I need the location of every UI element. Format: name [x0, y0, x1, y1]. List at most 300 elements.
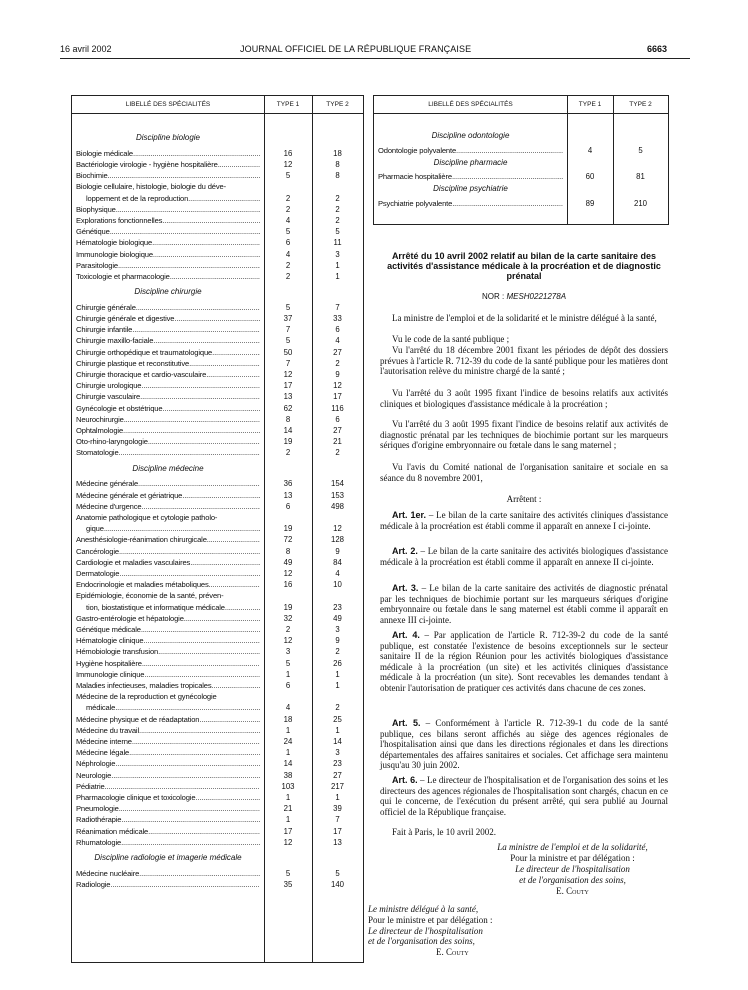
- specialty-label: [76, 613, 260, 624]
- article-heading: Art. 6.: [392, 775, 418, 785]
- type1-value: 103: [281, 781, 295, 791]
- type2-value: 9: [335, 546, 340, 556]
- article-text: – Le directeur de l'hospitalisation et de l'organisation des soins et les directeurs des agences régionales de l'hospitalisation sont chargés, chacun en ce qui le concerne, de l'exécution du présent arrêté, qui sera publié au Journal officiel de la République française.: [380, 775, 668, 817]
- article-paragraph: [380, 546, 668, 567]
- table-row: [72, 249, 363, 260]
- article-text: – Par application de l'article R. 712-39-2 du code de la santé publique, est constatée l'existence de besoins exceptionnels sur le secteur sanitaire II de la région Réunion pour les activités biologiques d'assistance médicale à la procréation (un site) et les activités cliniques d'assistance médicale à la procréation (un site). Sont recevables les demandes tendant à obtenir l'autorisation de pratiquer ces activités dans chacune de ces zones.: [380, 630, 668, 693]
- specialty-label: [378, 198, 563, 209]
- specialty-label: [76, 781, 260, 792]
- specialty-label: [76, 879, 260, 890]
- header-rule: [60, 58, 690, 59]
- specialty-label: [76, 680, 260, 691]
- type2-value: 25: [333, 714, 342, 724]
- signature-line: et de l'organisation des soins,: [368, 936, 475, 947]
- specialty-label: [76, 546, 260, 557]
- table-row: [72, 736, 363, 747]
- header-journal-title: JOURNAL OFFICIEL DE LA RÉPUBLIQUE FRANÇAISE: [240, 44, 472, 54]
- specialty-label-text: Neurologie: [76, 770, 112, 780]
- type2-value: 4: [335, 336, 340, 346]
- specialty-label: [86, 523, 260, 534]
- table-row: [72, 879, 363, 890]
- specialty-label: [76, 646, 260, 657]
- specialty-label: [76, 335, 260, 346]
- specialty-label-text: Néphrologie: [76, 759, 116, 769]
- specialty-label-text: Ophtalmologie: [76, 426, 124, 435]
- type1-value: 1: [285, 669, 291, 679]
- type1-value: 7: [285, 358, 291, 368]
- signatory-name: E. Couty: [436, 947, 469, 958]
- specialty-label-text: Génétique médicale: [76, 624, 141, 634]
- signature-line: Le directeur de l'hospitalisation: [515, 864, 630, 874]
- type1-value: 12: [283, 159, 293, 169]
- type2-value: 12: [333, 524, 342, 534]
- specialty-label-text: Chirurgie infantile: [76, 325, 133, 335]
- signature-line: Pour le ministre et par délégation :: [368, 914, 493, 925]
- type2-value: 3: [335, 748, 340, 758]
- type2-value: 11: [333, 238, 342, 248]
- specialty-label: [76, 568, 260, 579]
- arrete-title-block: [380, 251, 668, 281]
- specialty-label: [76, 635, 260, 646]
- type1-value: 72: [283, 535, 293, 545]
- type1-value: 12: [283, 568, 293, 578]
- type2-value: 116: [331, 403, 344, 413]
- column-header-type2: TYPE 2: [629, 101, 652, 108]
- specialty-label-text: Explorations fonctionnelles: [76, 215, 163, 225]
- type2-value: 154: [330, 479, 344, 489]
- type1-value: 5: [285, 658, 291, 668]
- specialty-label: [76, 170, 260, 181]
- specialty-label-text: Médecine interne: [76, 736, 132, 746]
- table-row: [72, 826, 363, 837]
- signature-line: Pour la ministre et par délégation :: [510, 853, 635, 863]
- table-row: [72, 204, 363, 215]
- specialty-label: [76, 391, 260, 402]
- table-row: [72, 380, 363, 391]
- specialty-label: [76, 714, 260, 725]
- discipline-heading: Discipline chirurgie: [134, 287, 202, 297]
- specialty-label: [76, 868, 260, 879]
- type1-value: 1: [285, 792, 291, 802]
- specialty-label: [76, 736, 260, 747]
- type1-value: 4: [587, 145, 593, 155]
- article-heading: Art. 1er.: [392, 510, 427, 520]
- type1-value: 24: [283, 736, 293, 746]
- specialty-label-text: Chirurgie vasculaire: [76, 392, 141, 402]
- type1-value: 4: [285, 703, 291, 713]
- type2-value: 4: [335, 568, 340, 578]
- specialty-label-text: tion, biostatistique et informatique médicale: [86, 602, 225, 612]
- table-row: [72, 369, 363, 380]
- nor-value: MESH0221278A: [506, 292, 567, 301]
- type1-value: 38: [283, 770, 293, 780]
- specialty-label: [76, 302, 260, 313]
- specialty-label: [76, 436, 260, 447]
- type2-value: 2: [335, 647, 340, 657]
- specialty-label: [76, 814, 260, 825]
- specialty-label-text: Dermatologie: [76, 568, 120, 578]
- type2-value: 81: [636, 172, 645, 182]
- table-row: [72, 691, 363, 702]
- signature-line: et de l'organisation des soins,: [519, 875, 626, 885]
- type2-value: 39: [333, 804, 342, 814]
- table-row: [72, 403, 363, 414]
- type2-value: 49: [333, 613, 342, 623]
- type1-value: 4: [285, 215, 291, 225]
- table-row: [72, 512, 363, 523]
- table-row: [72, 747, 363, 758]
- specialty-label-text: Hématologie biologique: [76, 238, 153, 248]
- signature-block-delegate: [368, 904, 492, 958]
- specialty-label-text: Médecine de la reproduction et gynécologie: [76, 692, 217, 702]
- specialty-label-text: Maladies infectieuses, maladies tropicales: [76, 680, 212, 690]
- specialty-label: [76, 758, 260, 769]
- type2-value: 5: [335, 227, 340, 237]
- type1-value: 16: [283, 148, 293, 158]
- type2-value: 2: [335, 215, 340, 225]
- table-row: [72, 193, 363, 204]
- type2-value: 2: [335, 204, 340, 214]
- specialty-label-text: Radiologie: [76, 879, 111, 889]
- type2-value: 84: [333, 557, 342, 567]
- table-row: [72, 758, 363, 769]
- article-text: – Conformément à l'article R. 712-39-1 du code de la santé publique, ces bilans seront affichés au siège des agences régionales de l'hospitalisation ainsi que dans les directions régionales et dans les directions départementales des affaires sanitaires et sociales. Cet affichage sera maintenu jusqu'au 30 juin 2002.: [380, 718, 668, 771]
- type1-value: 2: [285, 260, 291, 270]
- table-row: [72, 271, 363, 282]
- table-row: [72, 181, 363, 192]
- type2-value: 18: [333, 148, 342, 158]
- specialty-label-text: Anatomie pathologique et cytologie patholo-: [76, 512, 218, 522]
- article-paragraph: [380, 775, 668, 817]
- type1-value: 21: [283, 804, 293, 814]
- type1-value: 2: [285, 193, 291, 203]
- type2-value: 5: [335, 868, 340, 878]
- type1-value: 12: [283, 370, 293, 379]
- specialty-label-text: Chirurgie orthopédique et traumatologique: [76, 347, 213, 357]
- specialty-label-text: Chirurgie générale: [76, 302, 136, 312]
- specialty-label: [76, 557, 260, 568]
- article-text: – Le bilan de la carte sanitaire des activités biologiques d'assistance médicale à la procréation est établi comme il apparaît en annexe II ci-jointe.: [380, 546, 668, 567]
- discipline-heading-row: [72, 463, 363, 474]
- article-paragraph: [380, 630, 668, 694]
- table-row: [72, 557, 363, 568]
- table-row: [72, 702, 363, 713]
- type1-value: 1: [285, 725, 291, 735]
- type2-value: 17: [333, 392, 342, 402]
- type2-value: 13: [333, 837, 342, 847]
- table-row: [72, 335, 363, 346]
- intro-paragraph: Vu l'arrêté du 3 août 1995 fixant l'indice de besoins relatif aux activités de diagnostic prénatal par les techniques de biochimie portant sur les marqueurs sériques d'origine embryonnaire ou fœtale dans le sang maternel ;: [380, 419, 668, 451]
- type1-value: 5: [285, 302, 291, 312]
- specialty-label-text: Pharmacologie clinique et toxicologie: [76, 792, 196, 802]
- specialty-label: [86, 702, 260, 713]
- type2-value: 12: [333, 381, 342, 391]
- signature-line: La ministre de l'emploi et de la solidarité,: [497, 842, 648, 852]
- type1-value: 32: [283, 613, 293, 623]
- specialty-label: [378, 145, 563, 156]
- type1-value: 2: [285, 448, 291, 458]
- type2-value: 1: [335, 260, 340, 270]
- column-header-type2: TYPE 2: [326, 101, 349, 108]
- table-row: [72, 624, 363, 635]
- specialty-label: [76, 226, 260, 237]
- type2-value: 17: [333, 826, 342, 836]
- discipline-heading-row: [374, 130, 668, 141]
- specialty-label: [76, 204, 260, 215]
- intro-paragraph: Vu l'arrêté du 18 décembre 2001 fixant les périodes de dépôt des dossiers prévues à l'article R. 712-39 du code de la santé publique pour les matières dont l'autorisation relève du ministre chargé de la santé ;: [380, 345, 668, 377]
- specialty-label-text: Médecine physique et de réadaptation: [76, 714, 200, 724]
- table-row: [72, 447, 363, 458]
- specialty-label-text: Médecine nucléaire: [76, 868, 140, 878]
- discipline-heading: Discipline biologie: [135, 133, 201, 142]
- header-page-number: 6663: [647, 44, 668, 54]
- discipline-heading: Discipline odontologie: [431, 131, 510, 140]
- table-row: [72, 725, 363, 736]
- specialty-label-text: Cancérologie: [76, 546, 119, 556]
- type2-value: 2: [335, 358, 340, 368]
- type1-value: 62: [283, 403, 293, 413]
- signature-block-minister: [470, 842, 675, 897]
- column-header-type1: TYPE 1: [276, 101, 300, 108]
- table-row: [72, 159, 363, 170]
- type2-value: 33: [333, 314, 342, 323]
- specialty-label-text: Pédiatrie: [76, 781, 105, 791]
- specialty-label-text: Parasitologie: [76, 260, 118, 270]
- signature-line: Le ministre délégué à la santé,: [368, 904, 479, 914]
- type1-value: 13: [283, 490, 293, 500]
- specialty-label: [76, 237, 260, 248]
- discipline-heading-row: [72, 132, 363, 143]
- table-row: [72, 635, 363, 646]
- specialty-label: [76, 403, 260, 414]
- specialty-label-text: Hématologie clinique: [76, 636, 144, 646]
- type2-value: 23: [333, 602, 342, 612]
- specialty-label-text: Cardiologie et maladies vasculaires: [76, 557, 191, 567]
- type1-value: 6: [285, 680, 291, 690]
- table-row: [72, 501, 363, 512]
- type1-value: 37: [283, 314, 293, 323]
- specialty-label-text: gique: [86, 524, 104, 534]
- type2-value: 5: [638, 145, 643, 155]
- arrete-title: Arrêté du 10 avril 2002 relatif au bilan de la carte sanitaire des activités d'assistance médicale à la procréation et de diagnostic prénatal: [387, 251, 661, 281]
- table-row: [72, 391, 363, 402]
- column-header-label: LIBELLÉ DES SPÉCIALITÉS: [125, 101, 211, 108]
- discipline-heading-row: [374, 183, 668, 194]
- type2-value: 1: [335, 792, 340, 802]
- table-row: [72, 523, 363, 534]
- specialty-label-text: Biologie médicale: [76, 148, 133, 158]
- specialty-label: [76, 181, 260, 192]
- type1-value: 50: [283, 347, 293, 357]
- specialty-label-text: Chirurgie maxillo-faciale: [76, 336, 154, 346]
- specialty-label-text: Médecine légale: [76, 748, 130, 758]
- type2-value: 140: [330, 879, 344, 889]
- article-paragraph: [380, 583, 668, 625]
- intro-paragraph: Vu le code de la santé publique ;: [392, 334, 510, 344]
- type2-value: 153: [330, 490, 344, 500]
- specialty-label-text: Réanimation médicale: [76, 826, 149, 836]
- type2-value: 10: [333, 580, 342, 590]
- specialty-label: [76, 837, 260, 848]
- specialty-label: [76, 669, 260, 680]
- specialty-label: [76, 414, 260, 425]
- signatory-name: E. Couty: [556, 886, 589, 896]
- specialty-label-text: Chirurgie générale et digestive: [76, 314, 175, 323]
- specialty-label: [76, 512, 260, 523]
- specialty-label: [76, 425, 260, 436]
- table-row: [374, 198, 668, 209]
- specialty-label-text: loppement et de la reproduction: [86, 193, 189, 203]
- table-row: [72, 347, 363, 358]
- discipline-heading: Discipline radiologie et imagerie médicale: [94, 852, 242, 862]
- specialties-table-right: [373, 95, 669, 225]
- table-row: [72, 215, 363, 226]
- specialty-label: [76, 691, 260, 702]
- type1-value: 5: [285, 336, 291, 346]
- type2-value: 8: [335, 171, 340, 181]
- specialty-label: [76, 313, 260, 324]
- specialty-label: [76, 369, 260, 380]
- type1-value: 13: [283, 392, 293, 402]
- type1-value: 17: [283, 381, 293, 391]
- type1-value: 2: [285, 204, 291, 214]
- specialty-label-text: Endocrinologie et maladies métaboliques: [76, 580, 209, 590]
- type1-value: 12: [283, 636, 293, 646]
- nor-label: NOR :: [481, 292, 505, 301]
- type1-value: 4: [285, 249, 291, 259]
- type1-value: 35: [283, 879, 293, 889]
- specialty-label: [76, 148, 260, 159]
- specialty-label: [76, 658, 260, 669]
- specialty-label: [76, 803, 260, 814]
- specialty-label: [76, 490, 260, 501]
- table-row: [72, 803, 363, 814]
- table-row: [72, 490, 363, 501]
- type2-value: 8: [335, 159, 340, 169]
- specialty-label-text: Odontologie polyvalente: [378, 145, 457, 155]
- table-row: [72, 680, 363, 691]
- type2-value: 27: [333, 770, 342, 780]
- discipline-heading-row: [72, 852, 363, 863]
- type1-value: 19: [283, 437, 293, 447]
- article-paragraph: [380, 718, 668, 771]
- specialty-label: [76, 478, 260, 489]
- table-row: [72, 425, 363, 436]
- specialty-label-text: Chirurgie urologique: [76, 381, 142, 391]
- type1-value: 5: [285, 227, 291, 237]
- specialty-label-text: Chirurgie plastique et reconstitutive: [76, 358, 190, 368]
- table-row: [72, 792, 363, 803]
- specialty-label: [76, 159, 260, 170]
- table-row: [72, 714, 363, 725]
- specialty-label-text: Immunologie clinique: [76, 669, 145, 679]
- table-row: [72, 358, 363, 369]
- table-row: [72, 546, 363, 557]
- specialty-label-text: Biophysique: [76, 204, 116, 214]
- specialty-label: [76, 260, 260, 271]
- specialty-label: [76, 358, 260, 369]
- article-heading: Art. 3.: [392, 583, 419, 593]
- column-header-label: LIBELLÉ DES SPÉCIALITÉS: [428, 101, 513, 108]
- discipline-heading-row: [374, 157, 668, 168]
- type1-value: 7: [285, 325, 291, 335]
- type1-value: 16: [283, 580, 293, 590]
- specialty-label-text: Médecine générale et gériatrique: [76, 490, 183, 500]
- type2-value: 1: [335, 725, 340, 735]
- table-row: [72, 590, 363, 601]
- specialty-label-text: Epidémiologie, économie de la santé, préven-: [76, 591, 224, 601]
- type1-value: 49: [283, 557, 293, 567]
- type1-value: 1: [285, 748, 291, 758]
- specialty-label: [76, 792, 260, 803]
- specialty-label-text: Gynécologie et obstétrique: [76, 403, 163, 413]
- type1-value: 19: [283, 602, 293, 612]
- specialty-label: [76, 447, 260, 458]
- type2-value: 1: [335, 669, 340, 679]
- type1-value: 36: [283, 479, 293, 489]
- type2-value: 6: [335, 414, 340, 424]
- specialty-label: [76, 380, 260, 391]
- type2-value: 26: [333, 658, 342, 668]
- type2-value: 3: [335, 624, 340, 634]
- specialty-label: [76, 725, 260, 736]
- table-row: [72, 148, 363, 159]
- intro-paragraph: Vu l'avis du Comité national de l'organisation sanitaire et sociale en sa séance du 8 novembre 2001,: [380, 462, 668, 483]
- table-row: [72, 658, 363, 669]
- specialty-label: [76, 579, 260, 590]
- table-row: [72, 237, 363, 248]
- intro-paragraph: La ministre de l'emploi et de la solidarité et le ministre délégué à la santé,: [392, 313, 657, 323]
- specialty-label: [378, 171, 563, 182]
- specialty-label-text: médicale: [86, 703, 116, 713]
- type2-value: 6: [335, 325, 340, 335]
- table-row: [72, 436, 363, 447]
- specialty-label-text: Stomatologie: [76, 448, 119, 458]
- table-row: [72, 579, 363, 590]
- specialty-label: [76, 826, 260, 837]
- specialty-label: [86, 193, 260, 204]
- specialty-label-text: Médecine générale: [76, 479, 139, 489]
- specialty-label: [86, 602, 260, 613]
- type1-value: 8: [285, 546, 291, 556]
- table-row: [72, 534, 363, 545]
- type1-value: 6: [285, 238, 291, 248]
- table-row: [72, 781, 363, 792]
- type2-value: 27: [333, 347, 342, 357]
- table-row: [72, 613, 363, 624]
- type1-value: 8: [285, 414, 291, 424]
- nor-reference: [380, 292, 668, 301]
- specialty-label-text: Médecine du travail: [76, 725, 139, 735]
- specialty-label-text: Bactériologie virologie - hygiène hospitalière: [76, 159, 218, 169]
- specialty-label-text: Toxicologie et pharmacologie: [76, 271, 170, 281]
- specialty-label: [76, 215, 260, 226]
- column-header-type1: TYPE 1: [578, 101, 602, 108]
- specialty-label-text: Génétique: [76, 227, 110, 237]
- specialty-label-text: Biochimie: [76, 171, 108, 181]
- type2-value: 210: [633, 198, 647, 208]
- type1-value: 5: [285, 171, 291, 181]
- discipline-heading-row: [72, 286, 363, 297]
- type2-value: 2: [335, 703, 340, 713]
- table-row: [72, 602, 363, 613]
- specialty-label-text: Hygiène hospitalière: [76, 658, 142, 668]
- discipline-heading: Discipline psychiatrie: [433, 184, 508, 194]
- table-row: [72, 313, 363, 324]
- table-header: [374, 96, 668, 114]
- specialty-label: [76, 770, 260, 781]
- table-row: [72, 669, 363, 680]
